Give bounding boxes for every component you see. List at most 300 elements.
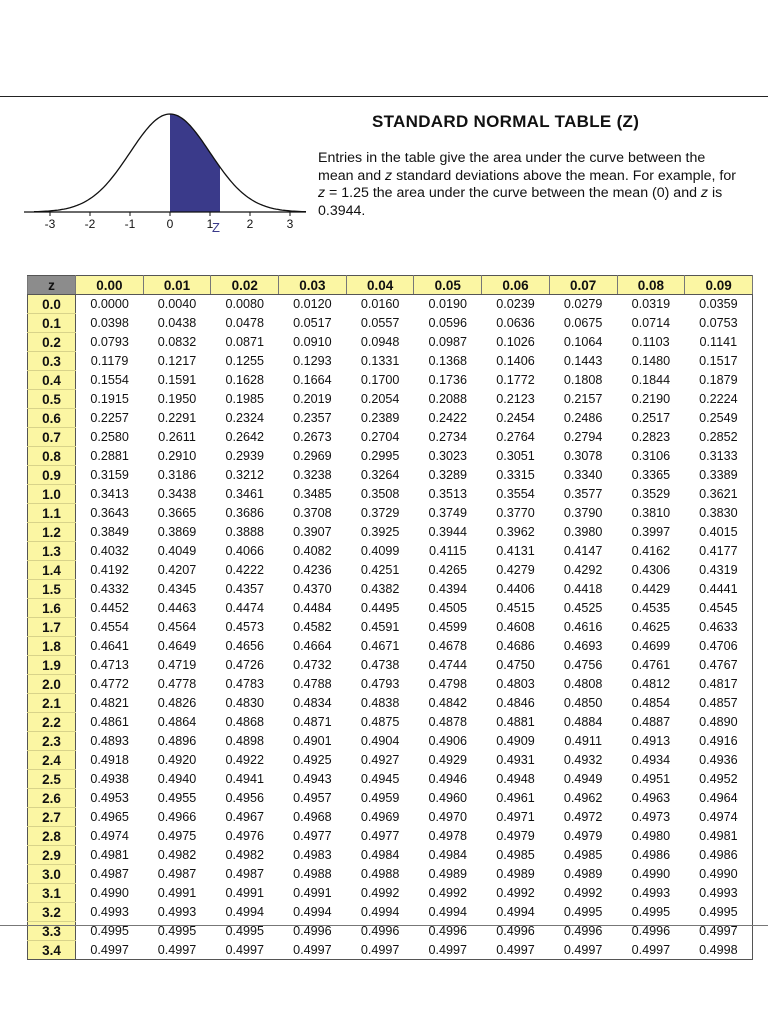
- area-cell: 0.4995: [76, 922, 144, 941]
- z-value-cell: 0.3: [28, 352, 76, 371]
- area-cell: 0.4997: [685, 922, 753, 941]
- area-cell: 0.4131: [482, 542, 550, 561]
- area-cell: 0.0279: [549, 295, 617, 314]
- axis-tick-label: -1: [124, 217, 136, 231]
- area-cell: 0.4826: [143, 694, 211, 713]
- table-row: [28, 846, 753, 865]
- area-cell: 0.4988: [279, 865, 347, 884]
- area-cell: 0.4957: [279, 789, 347, 808]
- area-cell: 0.4887: [617, 713, 685, 732]
- table-row: [28, 390, 753, 409]
- area-cell: 0.4066: [211, 542, 279, 561]
- table-row: [28, 295, 753, 314]
- area-cell: 0.4049: [143, 542, 211, 561]
- area-cell: 0.4505: [414, 599, 482, 618]
- area-cell: 0.4953: [76, 789, 144, 808]
- area-cell: 0.4991: [279, 884, 347, 903]
- area-cell: 0.4985: [549, 846, 617, 865]
- area-cell: 0.4994: [211, 903, 279, 922]
- area-cell: 0.4713: [76, 656, 144, 675]
- area-cell: 0.4706: [685, 637, 753, 656]
- area-cell: 0.0675: [549, 314, 617, 333]
- area-cell: 0.4545: [685, 599, 753, 618]
- area-cell: 0.2019: [279, 390, 347, 409]
- area-cell: 0.4901: [279, 732, 347, 751]
- area-cell: 0.1406: [482, 352, 550, 371]
- area-cell: 0.4279: [482, 561, 550, 580]
- area-cell: 0.3023: [414, 447, 482, 466]
- area-cell: 0.4719: [143, 656, 211, 675]
- area-cell: 0.4418: [549, 580, 617, 599]
- area-cell: 0.4871: [279, 713, 347, 732]
- area-cell: 0.2088: [414, 390, 482, 409]
- table-row: [28, 599, 753, 618]
- area-cell: 0.4744: [414, 656, 482, 675]
- area-cell: 0.4591: [346, 618, 414, 637]
- area-cell: 0.4998: [685, 941, 753, 960]
- area-cell: 0.1064: [549, 333, 617, 352]
- area-cell: 0.4732: [279, 656, 347, 675]
- area-cell: 0.2157: [549, 390, 617, 409]
- page-title: STANDARD NORMAL TABLE (Z): [372, 112, 640, 131]
- area-cell: 0.4846: [482, 694, 550, 713]
- area-cell: 0.4992: [482, 884, 550, 903]
- column-header: 0.09: [685, 276, 753, 295]
- area-cell: 0.4936: [685, 751, 753, 770]
- area-cell: 0.0557: [346, 314, 414, 333]
- area-cell: 0.4970: [414, 808, 482, 827]
- area-cell: 0.4918: [76, 751, 144, 770]
- area-cell: 0.4032: [76, 542, 144, 561]
- area-cell: 0.4830: [211, 694, 279, 713]
- area-cell: 0.0596: [414, 314, 482, 333]
- description-text: = 1.25 the area under the curve between the mean (0) and: [325, 185, 701, 201]
- area-cell: 0.4931: [482, 751, 550, 770]
- table-row: [28, 466, 753, 485]
- table-row: [28, 428, 753, 447]
- area-cell: 0.1879: [685, 371, 753, 390]
- area-cell: 0.3289: [414, 466, 482, 485]
- area-cell: 0.4370: [279, 580, 347, 599]
- area-cell: 0.4573: [211, 618, 279, 637]
- area-cell: 0.4192: [76, 561, 144, 580]
- area-cell: 0.3925: [346, 523, 414, 542]
- z-value-cell: 1.7: [28, 618, 76, 637]
- z-symbol: z: [318, 185, 326, 201]
- area-cell: 0.4984: [346, 846, 414, 865]
- table-row: [28, 865, 753, 884]
- axis-tick-label: -2: [84, 217, 96, 231]
- area-cell: 0.4969: [346, 808, 414, 827]
- table-row: [28, 751, 753, 770]
- z-value-cell: 0.5: [28, 390, 76, 409]
- area-cell: 0.4699: [617, 637, 685, 656]
- area-cell: 0.4997: [143, 941, 211, 960]
- z-value-cell: 3.1: [28, 884, 76, 903]
- area-cell: 0.1480: [617, 352, 685, 371]
- table-row: [28, 789, 753, 808]
- area-cell: 0.4993: [143, 903, 211, 922]
- area-cell: 0.4554: [76, 618, 144, 637]
- area-cell: 0.3461: [211, 485, 279, 504]
- area-cell: 0.2190: [617, 390, 685, 409]
- area-cell: 0.4988: [346, 865, 414, 884]
- area-cell: 0.1772: [482, 371, 550, 390]
- area-cell: 0.1554: [76, 371, 144, 390]
- area-cell: 0.4982: [211, 846, 279, 865]
- area-cell: 0.4983: [279, 846, 347, 865]
- area-cell: 0.4222: [211, 561, 279, 580]
- area-cell: 0.4996: [279, 922, 347, 941]
- area-cell: 0.2673: [279, 428, 347, 447]
- area-cell: 0.4979: [549, 827, 617, 846]
- area-cell: 0.4994: [414, 903, 482, 922]
- area-cell: 0.4989: [414, 865, 482, 884]
- z-value-cell: 0.1: [28, 314, 76, 333]
- area-cell: 0.4995: [617, 903, 685, 922]
- area-cell: 0.3888: [211, 523, 279, 542]
- area-cell: 0.4968: [279, 808, 347, 827]
- z-value-cell: 1.1: [28, 504, 76, 523]
- area-cell: 0.4990: [76, 884, 144, 903]
- area-cell: 0.0160: [346, 295, 414, 314]
- area-cell: 0.0398: [76, 314, 144, 333]
- area-cell: 0.4162: [617, 542, 685, 561]
- area-cell: 0.4236: [279, 561, 347, 580]
- area-cell: 0.1368: [414, 352, 482, 371]
- area-cell: 0.4993: [76, 903, 144, 922]
- area-cell: 0.4945: [346, 770, 414, 789]
- column-header: 0.05: [414, 276, 482, 295]
- area-cell: 0.4884: [549, 713, 617, 732]
- z-value-cell: 1.2: [28, 523, 76, 542]
- area-cell: 0.4778: [143, 675, 211, 694]
- area-cell: 0.4761: [617, 656, 685, 675]
- z-value-cell: 1.9: [28, 656, 76, 675]
- axis-labels: [45, 217, 294, 231]
- area-cell: 0.4147: [549, 542, 617, 561]
- area-cell: 0.4911: [549, 732, 617, 751]
- area-cell: 0.3621: [685, 485, 753, 504]
- area-cell: 0.3529: [617, 485, 685, 504]
- area-cell: 0.1443: [549, 352, 617, 371]
- column-header: 0.04: [346, 276, 414, 295]
- table-row: [28, 675, 753, 694]
- area-cell: 0.2517: [617, 409, 685, 428]
- area-cell: 0.3554: [482, 485, 550, 504]
- area-cell: 0.4332: [76, 580, 144, 599]
- table-row: [28, 770, 753, 789]
- area-cell: 0.4962: [549, 789, 617, 808]
- area-cell: 0.4564: [143, 618, 211, 637]
- area-cell: 0.3997: [617, 523, 685, 542]
- area-cell: 0.1591: [143, 371, 211, 390]
- area-cell: 0.4948: [482, 770, 550, 789]
- area-cell: 0.4641: [76, 637, 144, 656]
- area-cell: 0.3159: [76, 466, 144, 485]
- z-value-cell: 3.0: [28, 865, 76, 884]
- area-cell: 0.2995: [346, 447, 414, 466]
- area-cell: 0.4115: [414, 542, 482, 561]
- area-cell: 0.0359: [685, 295, 753, 314]
- area-cell: 0.1736: [414, 371, 482, 390]
- z-value-cell: 2.7: [28, 808, 76, 827]
- area-cell: 0.3508: [346, 485, 414, 504]
- area-cell: 0.4463: [143, 599, 211, 618]
- area-cell: 0.4964: [685, 789, 753, 808]
- area-cell: 0.4982: [143, 846, 211, 865]
- area-cell: 0.4265: [414, 561, 482, 580]
- table-header-row: [28, 276, 753, 295]
- area-cell: 0.3186: [143, 466, 211, 485]
- bottom-divider: [0, 925, 768, 926]
- area-cell: 0.0636: [482, 314, 550, 333]
- area-cell: 0.3643: [76, 504, 144, 523]
- area-cell: 0.4995: [143, 922, 211, 941]
- area-cell: 0.2611: [143, 428, 211, 447]
- area-cell: 0.4991: [143, 884, 211, 903]
- area-cell: 0.0793: [76, 333, 144, 352]
- area-cell: 0.4992: [414, 884, 482, 903]
- area-cell: 0.3133: [685, 447, 753, 466]
- area-cell: 0.4772: [76, 675, 144, 694]
- area-cell: 0.4993: [617, 884, 685, 903]
- table-body: [28, 295, 753, 960]
- area-cell: 0.0080: [211, 295, 279, 314]
- area-cell: 0.4798: [414, 675, 482, 694]
- z-symbol: z: [700, 185, 709, 201]
- area-cell: 0.1517: [685, 352, 753, 371]
- area-cell: 0.4306: [617, 561, 685, 580]
- shaded-area: [170, 114, 220, 212]
- area-cell: 0.4989: [482, 865, 550, 884]
- area-cell: 0.4934: [617, 751, 685, 770]
- area-cell: 0.4738: [346, 656, 414, 675]
- area-cell: 0.4997: [549, 941, 617, 960]
- area-cell: 0.3849: [76, 523, 144, 542]
- table-row: [28, 827, 753, 846]
- description-text: standard deviations above the mean. For example, for: [392, 167, 736, 184]
- table-row: [28, 314, 753, 333]
- z-value-cell: 2.0: [28, 675, 76, 694]
- area-cell: 0.2939: [211, 447, 279, 466]
- area-cell: 0.4633: [685, 618, 753, 637]
- area-cell: 0.3790: [549, 504, 617, 523]
- area-cell: 0.4959: [346, 789, 414, 808]
- area-cell: 0.4920: [143, 751, 211, 770]
- area-cell: 0.0753: [685, 314, 753, 333]
- area-cell: 0.4956: [211, 789, 279, 808]
- area-cell: 0.4989: [549, 865, 617, 884]
- area-cell: 0.4996: [414, 922, 482, 941]
- area-cell: 0.4965: [76, 808, 144, 827]
- area-cell: 0.4927: [346, 751, 414, 770]
- area-cell: 0.4484: [279, 599, 347, 618]
- area-cell: 0.3513: [414, 485, 482, 504]
- area-cell: 0.3980: [549, 523, 617, 542]
- column-header: 0.03: [279, 276, 347, 295]
- area-cell: 0.0987: [414, 333, 482, 352]
- area-cell: 0.4099: [346, 542, 414, 561]
- area-cell: 0.4913: [617, 732, 685, 751]
- area-cell: 0.4951: [617, 770, 685, 789]
- area-cell: 0.4812: [617, 675, 685, 694]
- area-cell: 0.4977: [346, 827, 414, 846]
- area-cell: 0.3577: [549, 485, 617, 504]
- table-row: [28, 903, 753, 922]
- area-cell: 0.3238: [279, 466, 347, 485]
- z-value-cell: 3.2: [28, 903, 76, 922]
- table-row: [28, 542, 753, 561]
- area-cell: 0.3485: [279, 485, 347, 504]
- area-cell: 0.4207: [143, 561, 211, 580]
- table-row: [28, 732, 753, 751]
- area-cell: 0.4995: [685, 903, 753, 922]
- z-value-cell: 3.3: [28, 922, 76, 941]
- area-cell: 0.4788: [279, 675, 347, 694]
- table-row: [28, 371, 753, 390]
- area-cell: 0.4997: [617, 941, 685, 960]
- z-value-cell: 1.6: [28, 599, 76, 618]
- area-cell: 0.3944: [414, 523, 482, 542]
- area-cell: 0.4893: [76, 732, 144, 751]
- area-cell: 0.1844: [617, 371, 685, 390]
- area-cell: 0.1985: [211, 390, 279, 409]
- area-cell: 0.4861: [76, 713, 144, 732]
- area-cell: 0.0438: [143, 314, 211, 333]
- area-cell: 0.2734: [414, 428, 482, 447]
- z-value-cell: 1.4: [28, 561, 76, 580]
- area-cell: 0.4974: [685, 808, 753, 827]
- area-cell: 0.1700: [346, 371, 414, 390]
- z-value-cell: 2.6: [28, 789, 76, 808]
- area-cell: 0.4978: [414, 827, 482, 846]
- area-cell: 0.4973: [617, 808, 685, 827]
- area-cell: 0.4868: [211, 713, 279, 732]
- area-cell: 0.0478: [211, 314, 279, 333]
- area-cell: 0.4996: [482, 922, 550, 941]
- area-cell: 0.4977: [279, 827, 347, 846]
- area-cell: 0.0871: [211, 333, 279, 352]
- area-cell: 0.4980: [617, 827, 685, 846]
- area-cell: 0.4817: [685, 675, 753, 694]
- area-cell: 0.4838: [346, 694, 414, 713]
- area-cell: 0.4756: [549, 656, 617, 675]
- z-value-cell: 2.4: [28, 751, 76, 770]
- area-cell: 0.4997: [279, 941, 347, 960]
- z-value-cell: 2.9: [28, 846, 76, 865]
- area-cell: 0.4878: [414, 713, 482, 732]
- area-cell: 0.4941: [211, 770, 279, 789]
- area-cell: 0.4441: [685, 580, 753, 599]
- area-cell: 0.4932: [549, 751, 617, 770]
- area-cell: 0.4904: [346, 732, 414, 751]
- corner-header: z: [28, 276, 76, 295]
- z-value-cell: 0.2: [28, 333, 76, 352]
- z-value-cell: 0.0: [28, 295, 76, 314]
- area-cell: 0.4625: [617, 618, 685, 637]
- area-cell: 0.4994: [279, 903, 347, 922]
- area-cell: 0.2454: [482, 409, 550, 428]
- area-cell: 0.4803: [482, 675, 550, 694]
- area-cell: 0.3365: [617, 466, 685, 485]
- area-cell: 0.4997: [482, 941, 550, 960]
- area-cell: 0.4946: [414, 770, 482, 789]
- area-cell: 0.0120: [279, 295, 347, 314]
- area-cell: 0.3830: [685, 504, 753, 523]
- area-cell: 0.4994: [482, 903, 550, 922]
- area-cell: 0.4842: [414, 694, 482, 713]
- area-cell: 0.1103: [617, 333, 685, 352]
- table-row: [28, 941, 753, 960]
- area-cell: 0.1950: [143, 390, 211, 409]
- area-cell: 0.4972: [549, 808, 617, 827]
- area-cell: 0.2910: [143, 447, 211, 466]
- area-cell: 0.4992: [549, 884, 617, 903]
- normal-curve-figure: [20, 100, 310, 240]
- area-cell: 0.4750: [482, 656, 550, 675]
- area-cell: 0.4985: [482, 846, 550, 865]
- z-value-cell: 0.7: [28, 428, 76, 447]
- top-divider: [0, 96, 768, 97]
- area-cell: 0.4991: [211, 884, 279, 903]
- area-cell: 0.4616: [549, 618, 617, 637]
- area-cell: 0.4474: [211, 599, 279, 618]
- area-cell: 0.1664: [279, 371, 347, 390]
- table-row: [28, 808, 753, 827]
- area-cell: 0.0040: [143, 295, 211, 314]
- area-cell: 0.4177: [685, 542, 753, 561]
- area-cell: 0.0319: [617, 295, 685, 314]
- column-header: 0.06: [482, 276, 550, 295]
- area-cell: 0.1026: [482, 333, 550, 352]
- area-cell: 0.4987: [211, 865, 279, 884]
- area-cell: 0.3729: [346, 504, 414, 523]
- description-text: Entries in the table give the area under the curve between the mean and: [318, 150, 706, 184]
- area-cell: 0.4990: [617, 865, 685, 884]
- area-cell: 0.4990: [685, 865, 753, 884]
- area-cell: 0.2324: [211, 409, 279, 428]
- area-cell: 0.1808: [549, 371, 617, 390]
- area-cell: 0.4995: [211, 922, 279, 941]
- area-cell: 0.4987: [76, 865, 144, 884]
- z-value-cell: 0.6: [28, 409, 76, 428]
- area-cell: 0.2881: [76, 447, 144, 466]
- area-cell: 0.1141: [685, 333, 753, 352]
- table-row: [28, 504, 753, 523]
- area-cell: 0.4525: [549, 599, 617, 618]
- area-cell: 0.2389: [346, 409, 414, 428]
- area-cell: 0.4916: [685, 732, 753, 751]
- area-cell: 0.2357: [279, 409, 347, 428]
- area-cell: 0.4881: [482, 713, 550, 732]
- area-cell: 0.4981: [76, 846, 144, 865]
- area-cell: 0.0714: [617, 314, 685, 333]
- area-cell: 0.4864: [143, 713, 211, 732]
- area-cell: 0.4875: [346, 713, 414, 732]
- area-cell: 0.3389: [685, 466, 753, 485]
- table-row: [28, 713, 753, 732]
- area-cell: 0.2486: [549, 409, 617, 428]
- z-value-cell: 0.8: [28, 447, 76, 466]
- area-cell: 0.4793: [346, 675, 414, 694]
- area-cell: 0.4429: [617, 580, 685, 599]
- area-cell: 0.4995: [549, 903, 617, 922]
- area-cell: 0.4394: [414, 580, 482, 599]
- area-cell: 0.0948: [346, 333, 414, 352]
- area-cell: 0.4996: [346, 922, 414, 941]
- axis-tick-label: -3: [44, 217, 56, 231]
